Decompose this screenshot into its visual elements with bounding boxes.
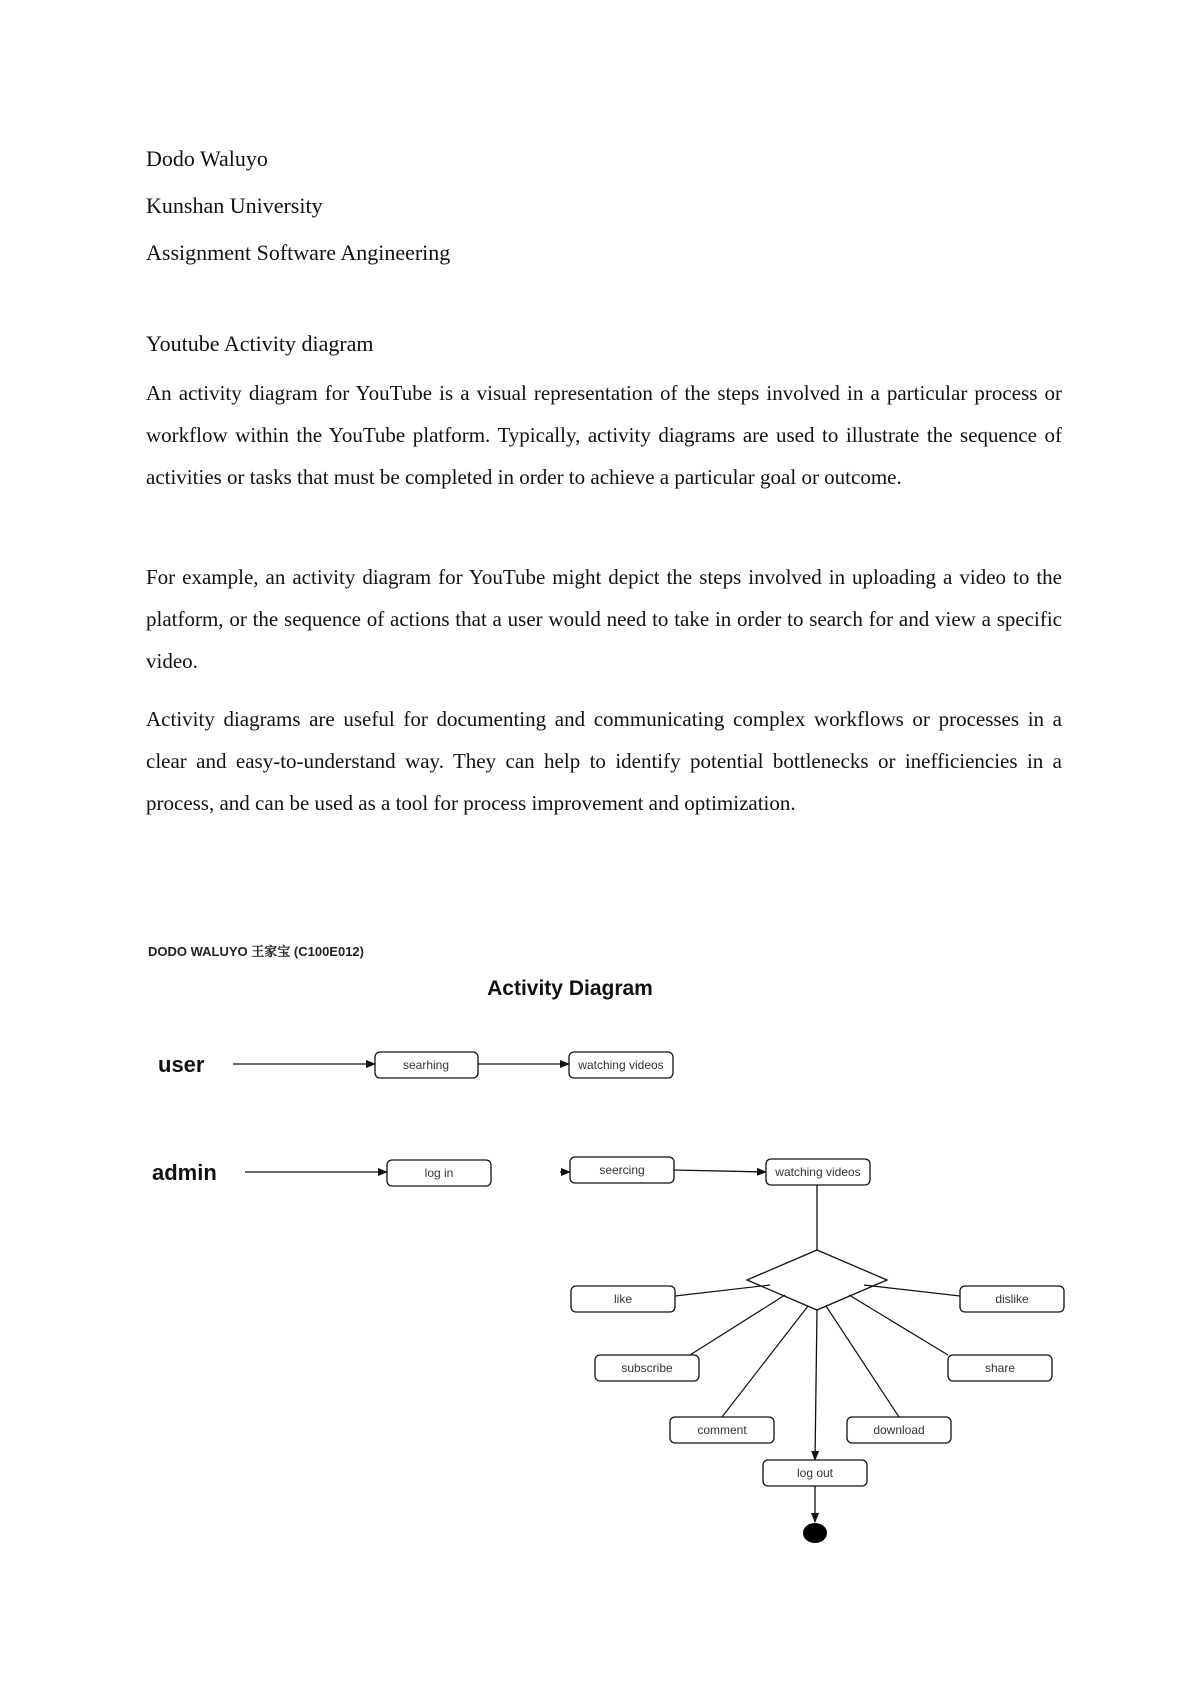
end-node bbox=[803, 1523, 827, 1543]
decision-to-like-line bbox=[675, 1285, 770, 1296]
decision-to-subscribe-line bbox=[690, 1295, 785, 1355]
node-searching-user-label: searhing bbox=[402, 1058, 450, 1072]
node-searching-admin-label: seercing bbox=[599, 1163, 645, 1177]
node-comment-label: comment bbox=[697, 1423, 747, 1437]
decision-diamond bbox=[747, 1250, 887, 1310]
node-watching-admin-label: watching videos bbox=[775, 1165, 861, 1179]
searching-to-watching-admin-arrow bbox=[674, 1170, 766, 1172]
institution-name: Kunshan University bbox=[146, 193, 323, 218]
node-download-label: download bbox=[873, 1423, 925, 1437]
assignment-title: Assignment Software Angineering bbox=[146, 240, 451, 265]
author-name: Dodo Waluyo bbox=[146, 146, 268, 171]
paragraph-usefulness: Activity diagrams are useful for documenting and communicating complex workflows or processes in a clear and easy-to-understand way. They can help to identify potential bottlenecks or inefficiencies in a process, and can be used as a tool for process improvement and optimization. bbox=[146, 707, 1062, 815]
decision-to-download-line bbox=[826, 1306, 899, 1417]
section-title: Youtube Activity diagram bbox=[146, 331, 374, 356]
decision-to-dislike-line bbox=[864, 1285, 960, 1296]
paragraph-example: For example, an activity diagram for YouTube might depict the steps involved in uploading a video to the platform, or the sequence of actions that a user would need to take in order to search for and view a specific video. bbox=[146, 565, 1062, 673]
node-subscribe-label: subscribe bbox=[621, 1361, 673, 1375]
paragraph-intro: An activity diagram for YouTube is a visual representation of the steps involved in a particular process or workflow within the YouTube platform. Typically, activity diagrams are used to illustrate the sequence of activities or tasks that must be completed in order to achieve a particular goal or outcome. bbox=[146, 381, 1062, 489]
node-share-label: share bbox=[984, 1361, 1016, 1375]
actor-admin: admin bbox=[152, 1160, 217, 1185]
node-watching-user-label: watching videos bbox=[578, 1058, 664, 1072]
decision-to-logout-arrow bbox=[815, 1310, 817, 1460]
actor-user: user bbox=[158, 1052, 205, 1077]
node-log-out-label: log out bbox=[796, 1466, 834, 1480]
node-log-in-label: log in bbox=[424, 1166, 454, 1180]
node-dislike-label: dislike bbox=[995, 1292, 1029, 1306]
decision-to-comment-line bbox=[722, 1306, 808, 1417]
decision-to-share-line bbox=[849, 1295, 948, 1355]
diagram-caption: DODO WALUYO 王家宝 (C100E012) bbox=[148, 944, 364, 959]
node-like-label: like bbox=[613, 1292, 633, 1306]
diagram-title: Activity Diagram bbox=[487, 977, 653, 1000]
